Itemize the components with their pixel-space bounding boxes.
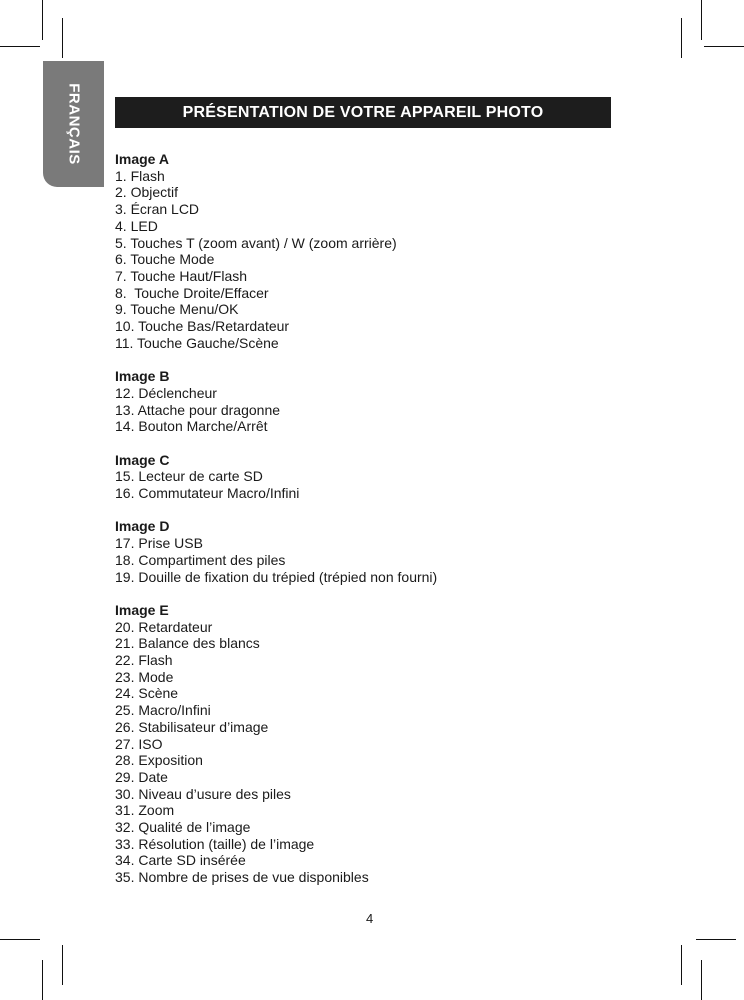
list-item: 16. Commutateur Macro/Infini bbox=[115, 485, 300, 502]
list-item: 5. Touches T (zoom avant) / W (zoom arrière) bbox=[115, 234, 397, 251]
list-item: 30. Niveau d’usure des piles bbox=[115, 785, 291, 802]
list-item: 18. Compartiment des piles bbox=[115, 551, 286, 568]
list-item: 27. ISO bbox=[115, 735, 163, 752]
language-label: FRANÇAIS bbox=[65, 83, 82, 165]
list-item: 24. Scène bbox=[115, 685, 179, 702]
section bbox=[115, 602, 655, 886]
section bbox=[115, 518, 655, 585]
section bbox=[115, 151, 655, 351]
list-item: 28. Exposition bbox=[115, 752, 203, 769]
list-item: 29. Date bbox=[115, 768, 168, 785]
list-item: 13. Attache pour dragonne bbox=[115, 401, 281, 418]
list-item: 33. Résolution (taille) de l’image bbox=[115, 835, 315, 852]
list-item: 26. Stabilisateur d’image bbox=[115, 718, 269, 735]
list-item: 21. Balance des blancs bbox=[115, 635, 260, 652]
parts-list bbox=[115, 151, 655, 903]
list-item: 1. Flash bbox=[115, 167, 165, 184]
section bbox=[115, 368, 655, 435]
page-title: PRÉSENTATION DE VOTRE APPAREIL PHOTO bbox=[182, 103, 544, 121]
list-item: 6. Touche Mode bbox=[115, 251, 215, 268]
crop-mark bbox=[62, 945, 63, 985]
crop-mark bbox=[62, 18, 63, 58]
crop-mark bbox=[681, 945, 682, 985]
list-item: 23. Mode bbox=[115, 668, 174, 685]
section-title: Image D bbox=[115, 518, 170, 535]
list-item: 9. Touche Menu/OK bbox=[115, 301, 239, 318]
list-item: 20. Retardateur bbox=[115, 618, 213, 635]
list-item: 17. Prise USB bbox=[115, 535, 203, 552]
list-item: 14. Bouton Marche/Arrêt bbox=[115, 418, 268, 435]
list-item: 12. Déclencheur bbox=[115, 384, 217, 401]
list-item: 31. Zoom bbox=[115, 802, 175, 819]
section-title: Image B bbox=[115, 368, 170, 385]
crop-mark bbox=[0, 939, 40, 940]
list-item: 35. Nombre de prises de vue disponibles bbox=[115, 869, 369, 886]
list-item: 19. Douille de fixation du trépied (trépied non fourni) bbox=[115, 568, 438, 585]
crop-mark bbox=[42, 960, 43, 1000]
crop-mark bbox=[42, 0, 43, 40]
crop-mark bbox=[681, 18, 682, 58]
list-item: 11. Touche Gauche/Scène bbox=[115, 334, 279, 351]
section bbox=[115, 452, 655, 502]
section-title: Image A bbox=[115, 151, 169, 167]
list-item: 4. LED bbox=[115, 217, 158, 234]
list-item: 7. Touche Haut/Flash bbox=[115, 267, 248, 284]
page-number: 4 bbox=[366, 911, 374, 926]
list-item: 15. Lecteur de carte SD bbox=[115, 468, 263, 485]
list-item: 8. Touche Droite/Effacer bbox=[115, 284, 269, 301]
list-item: 32. Qualité de l’image bbox=[115, 819, 251, 836]
page-title-bar bbox=[115, 97, 611, 128]
list-item: 2. Objectif bbox=[115, 184, 179, 201]
list-item: 34. Carte SD insérée bbox=[115, 852, 246, 869]
list-item: 10. Touche Bas/Retardateur bbox=[115, 318, 290, 335]
list-item: 22. Flash bbox=[115, 652, 173, 669]
crop-mark bbox=[704, 46, 744, 47]
list-item: 25. Macro/Infini bbox=[115, 702, 211, 719]
crop-mark bbox=[701, 0, 702, 40]
crop-mark bbox=[701, 960, 702, 1000]
section-title: Image E bbox=[115, 601, 169, 618]
crop-mark bbox=[696, 939, 736, 940]
section-title: Image C bbox=[115, 451, 170, 468]
crop-mark bbox=[0, 46, 40, 47]
language-tab bbox=[43, 61, 104, 187]
list-item: 3. Écran LCD bbox=[115, 201, 200, 218]
